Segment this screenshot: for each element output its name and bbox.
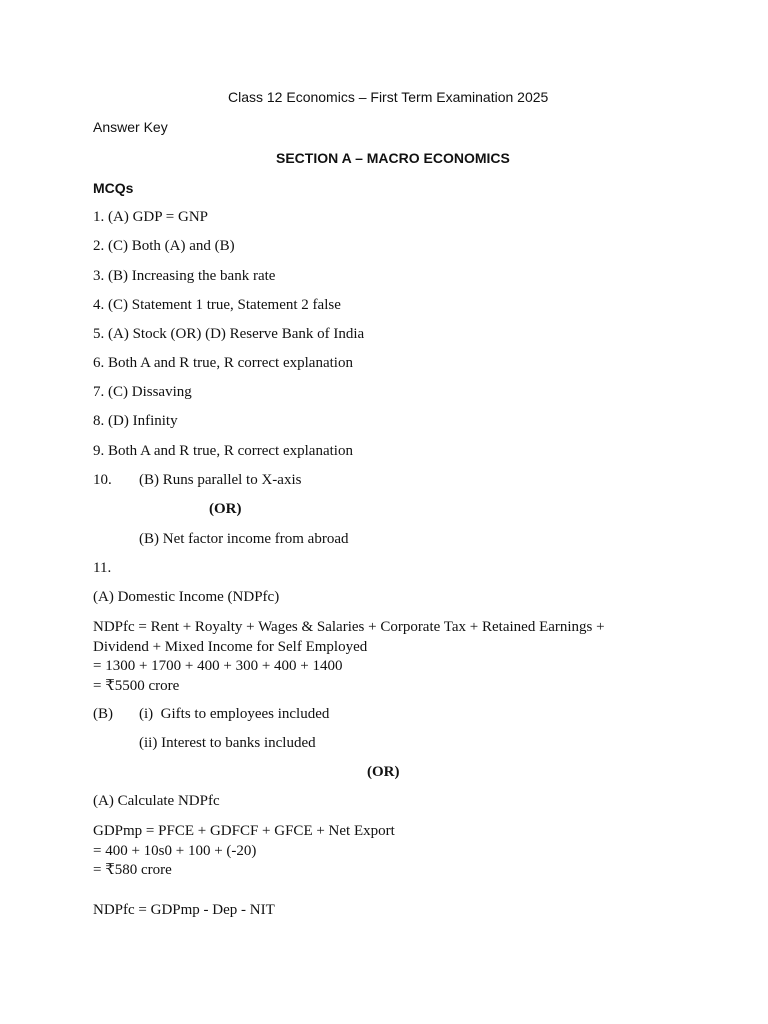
answer-5: 5. (A) Stock (OR) (D) Reserve Bank of India [93, 326, 365, 342]
answer-11-alt-heading: (A) Calculate NDPfc [93, 793, 220, 809]
answer-3: 3. (B) Increasing the bank rate [93, 268, 276, 284]
answer-10: (B) Runs parallel to X-axis [139, 472, 302, 488]
page-title: Class 12 Economics – First Term Examination 2025 [228, 89, 549, 105]
answer-9: 9. Both A and R true, R correct explanation [93, 443, 353, 459]
answer-8: 8. (D) Infinity [93, 413, 178, 429]
answer-10-or: (OR) [209, 501, 242, 517]
answer-key-label: Answer Key [93, 119, 168, 135]
formula-line: = 1300 + 1700 + 400 + 300 + 400 + 1400 [93, 658, 343, 674]
answer-11-part-b-item: (i) Gifts to employees included [139, 706, 330, 722]
answer-11-part-a-heading: (A) Domestic Income (NDPfc) [93, 589, 280, 605]
answer-10-number: 10. [93, 472, 112, 488]
ndpfc-formula: NDPfc = GDPmp - Dep - NIT [93, 902, 275, 918]
formula-line: = 400 + 10s0 + 100 + (-20) [93, 842, 257, 859]
answer-7: 7. (C) Dissaving [93, 384, 192, 400]
answer-6: 6. Both A and R true, R correct explanation [93, 355, 353, 371]
ndpfc-formula-block [93, 618, 605, 696]
formula-line: = ₹580 crore [93, 862, 172, 878]
answer-4: 4. (C) Statement 1 true, Statement 2 false [93, 297, 341, 313]
answer-11-part-b-label: (B) [93, 706, 113, 722]
mcq-heading: MCQs [93, 180, 134, 196]
formula-line: Dividend + Mixed Income for Self Employed [93, 638, 368, 655]
answer-11-number: 11. [93, 560, 112, 576]
gdpmp-formula-block [93, 822, 395, 881]
answer-11-part-b-item: (ii) Interest to banks included [139, 735, 316, 751]
section-heading: SECTION A – MACRO ECONOMICS [276, 150, 510, 166]
answer-1: 1. (A) GDP = GNP [93, 209, 208, 225]
answer-2: 2. (C) Both (A) and (B) [93, 238, 235, 254]
formula-line: NDPfc = Rent + Royalty + Wages & Salaries + Corporate Tax + Retained Earnings + [93, 619, 605, 635]
formula-line: GDPmp = PFCE + GDFCF + GFCE + Net Export [93, 823, 395, 839]
answer-11-or: (OR) [367, 764, 400, 780]
answer-10-alt: (B) Net factor income from abroad [139, 531, 349, 547]
formula-line: = ₹5500 crore [93, 677, 180, 694]
